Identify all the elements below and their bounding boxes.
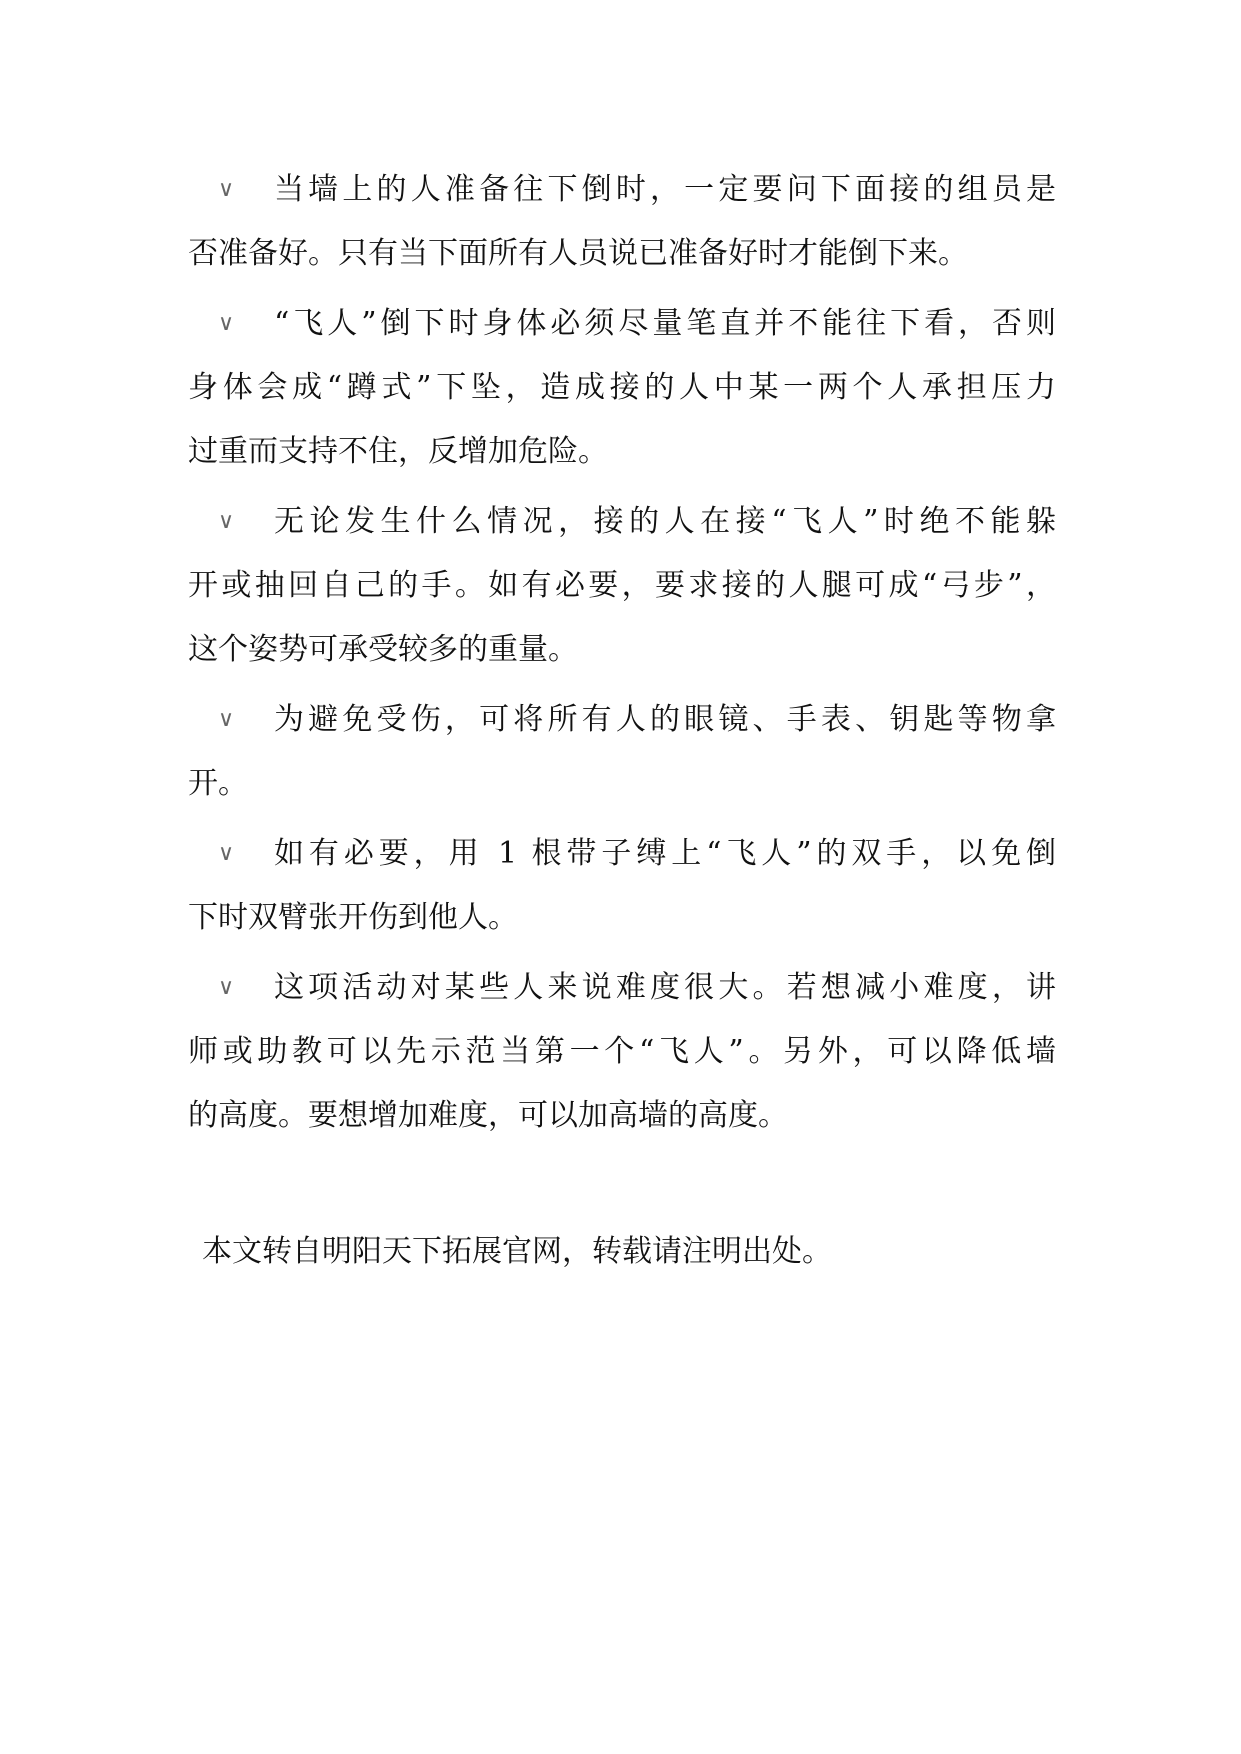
- list-item: [188, 490, 1056, 682]
- list-item: [188, 292, 1056, 484]
- item-line: ∨ 这项活动对某些人来说难度很大。若想减小难度，讲: [188, 956, 1056, 1020]
- item-line: 身体会成“蹲式”下坠，造成接的人中某一两个人承担压力: [188, 370, 1056, 405]
- source-note: 本文转自明阳天下拓展官网，转载请注明出处。: [202, 1234, 832, 1269]
- safety-notes-list: [188, 158, 1056, 1154]
- checkmark-bullet-icon: ∨: [218, 311, 235, 336]
- item-line: ∨ 如有必要，用 1 根带子缚上“飞人”的双手，以免倒: [188, 822, 1056, 886]
- item-line: 的高度。要想增加难度，可以加高墙的高度。: [188, 1098, 788, 1133]
- list-item: [188, 158, 1056, 286]
- checkmark-bullet-icon: ∨: [218, 177, 235, 202]
- list-item: [188, 822, 1056, 950]
- checkmark-bullet-icon: ∨: [218, 509, 235, 534]
- item-line: 下时双臂张开伤到他人。: [188, 900, 518, 935]
- item-line: ∨ 为避免受伤，可将所有人的眼镜、手表、钥匙等物拿: [188, 688, 1056, 752]
- item-line: 过重而支持不住，反增加危险。: [188, 434, 608, 469]
- item-line: 这个姿势可承受较多的重量。: [188, 632, 578, 667]
- item-line: ∨ 当墙上的人准备往下倒时，一定要问下面接的组员是: [188, 158, 1056, 222]
- item-line: 开或抽回自己的手。如有必要，要求接的人腿可成“弓步”，: [188, 568, 1056, 603]
- checkmark-bullet-icon: ∨: [218, 707, 235, 732]
- checkmark-bullet-icon: ∨: [218, 841, 235, 866]
- item-line: 否准备好。只有当下面所有人员说已准备好时才能倒下来。: [188, 236, 968, 271]
- item-line: ∨ “飞人”倒下时身体必须尽量笔直并不能往下看，否则: [188, 292, 1056, 356]
- checkmark-bullet-icon: ∨: [218, 975, 235, 1000]
- item-line: 开。: [188, 766, 248, 801]
- item-line: 师或助教可以先示范当第一个“飞人”。另外，可以降低墙: [188, 1034, 1056, 1069]
- list-item: [188, 956, 1056, 1148]
- item-line: ∨ 无论发生什么情况，接的人在接“飞人”时绝不能躲: [188, 490, 1056, 554]
- list-item: [188, 688, 1056, 816]
